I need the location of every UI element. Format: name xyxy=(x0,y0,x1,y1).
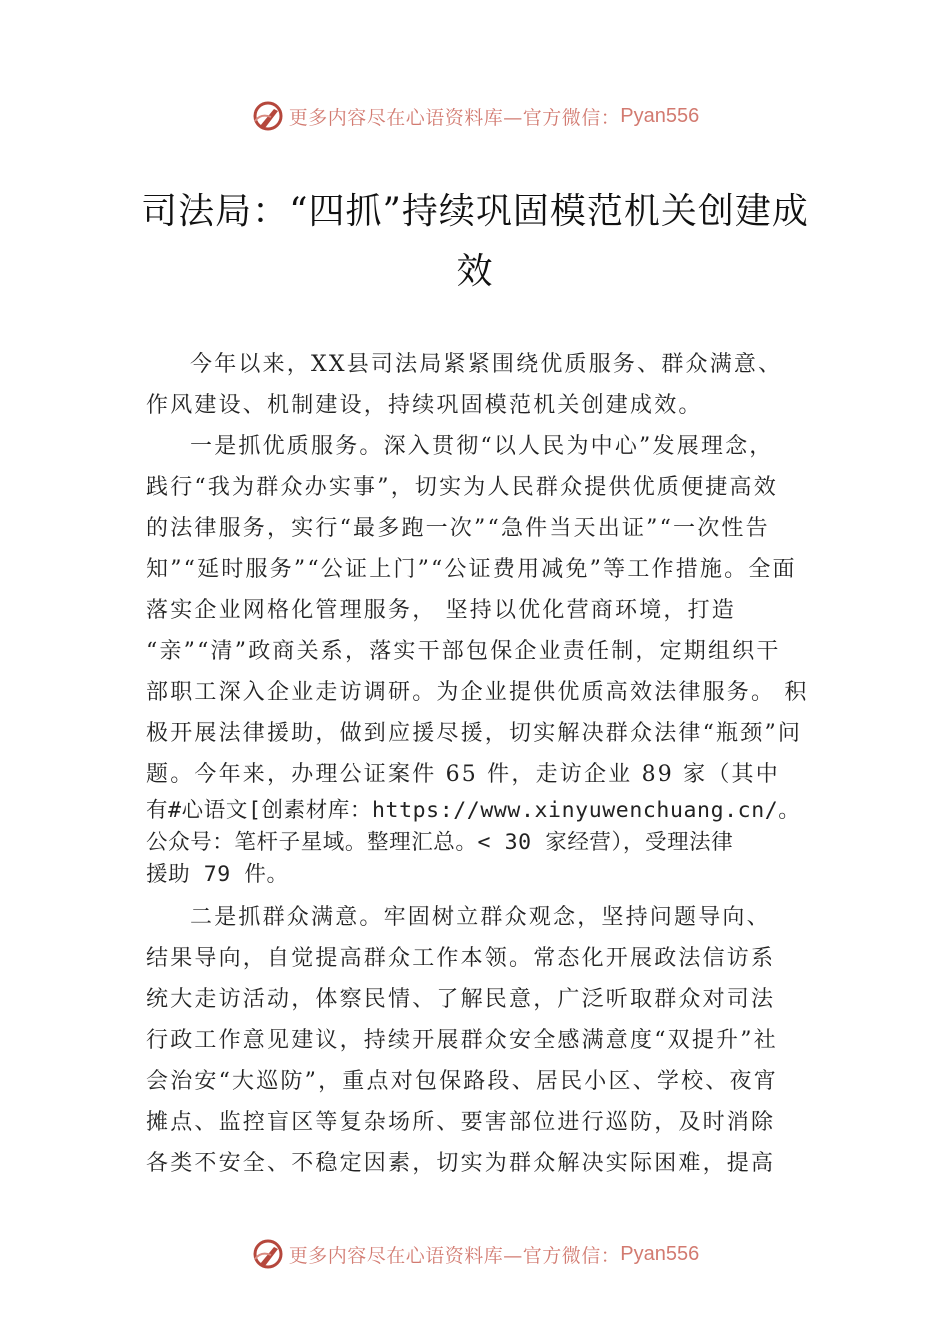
text-line: 会治安“大巡防”，重点对包保路段、居民小区、学校、夜宵 xyxy=(146,1069,778,1094)
text-line: 今年以来，XX县司法局紧紧围绕优质服务、群众满意、 xyxy=(190,352,783,377)
paragraph-intro xyxy=(146,344,821,426)
text-line: 二是抓群众满意。牢固树立群众观念，坚持问题导向、 xyxy=(190,905,771,930)
banner-text: 更多内容尽在心语资料库—官方微信： xyxy=(288,1244,621,1267)
title-line-2: 效 xyxy=(456,251,494,292)
banner-wechat-id: Pyan556 xyxy=(620,104,700,127)
document-title xyxy=(140,182,810,302)
paragraph-quality-service xyxy=(146,426,821,891)
document-body xyxy=(146,344,821,1184)
text-line: 援助 79 件。 xyxy=(146,862,289,887)
text-line: 行政工作意见建议，持续开展群众安全感满意度“双提升”社 xyxy=(146,1028,778,1053)
text-line: 题。今年来，办理公证案件 65 件，走访企业 89 家（其中 xyxy=(146,762,780,787)
pen-logo-icon xyxy=(251,1237,285,1271)
text-line: 的法律服务，实行“最多跑一次”“急件当天出证”“一次性告 xyxy=(146,516,770,541)
text-line: 极开展法律援助，做到应援尽援，切实解决群众法律“瓶颈”问 xyxy=(146,721,803,746)
text-line: 知”“延时服务”“公证上门”“公证费用减免”等工作措施。全面 xyxy=(146,557,797,582)
text-line: 统大走访活动，体察民情、了解民意，广泛听取群众对司法 xyxy=(146,987,776,1012)
text-line: 部职工深入企业走访调研。为企业提供优质高效法律服务。 积 xyxy=(146,680,809,705)
title-line-1: 司法局：“四抓”持续巩固模范机关创建成 xyxy=(141,191,809,232)
text-line: 各类不安全、不稳定因素，切实为群众解决实际困难，提高 xyxy=(146,1151,776,1176)
banner-wechat-id: Pyan556 xyxy=(620,1242,700,1265)
text-line: 践行“我为群众办实事”，切实为人民群众提供优质便捷高效 xyxy=(146,475,778,500)
pen-logo-icon xyxy=(251,99,285,133)
header-banner xyxy=(0,96,950,136)
text-line: “亲”“清”政商关系，落实干部包保企业责任制，定期组织干 xyxy=(146,639,781,664)
text-line: 作风建设、机制建设，持续巩固模范机关创建成效。 xyxy=(146,393,703,418)
text-line: 一是抓优质服务。深入贯彻“以人民为中心”发展理念， xyxy=(190,434,774,459)
footer-banner xyxy=(0,1234,950,1274)
text-line: 摊点、监控盲区等复杂场所、要害部位进行巡防，及时消除 xyxy=(146,1110,776,1135)
paragraph-public-satisfaction xyxy=(146,897,821,1184)
text-line: 公众号：笔杆子星域。整理汇总。< 30 家经营），受理法律 xyxy=(146,830,734,855)
text-line: 有#心语文[创素材库：https://www.xinyuwenchuang.cn/。 xyxy=(146,798,801,823)
text-line: 结果导向，自觉提高群众工作本领。常态化开展政法信访系 xyxy=(146,946,776,971)
text-line: 落实企业网格化管理服务， 坚持以优化营商环境，打造 xyxy=(146,598,736,623)
banner-text: 更多内容尽在心语资料库—官方微信： xyxy=(288,106,621,129)
